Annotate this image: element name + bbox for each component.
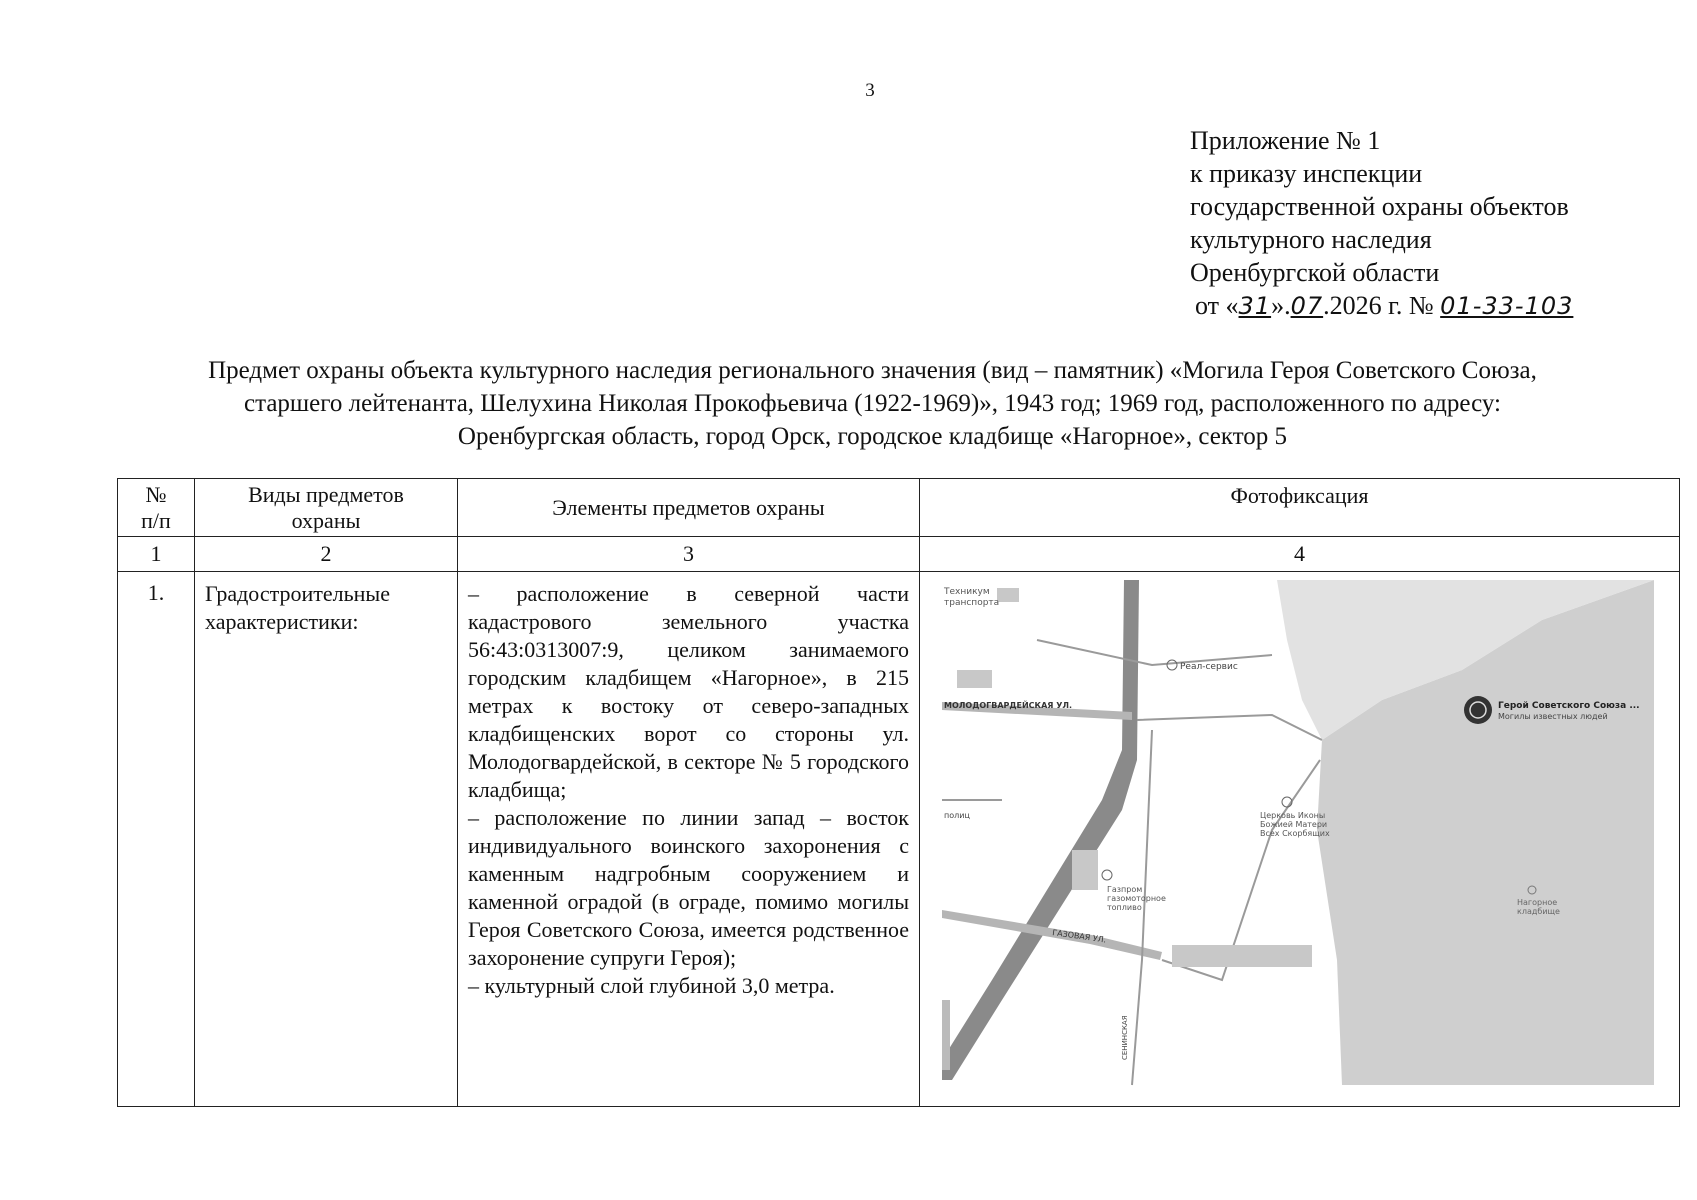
map-label: Герой Советского Союза ... xyxy=(1498,701,1640,711)
order-prefix: от « xyxy=(1195,291,1239,320)
building xyxy=(997,588,1019,602)
map-label: Техникум xyxy=(944,587,990,597)
element-paragraph: – расположение в северной части кадастрового земельного участка 56:43:0313007:9, целиком занимаемого городским кладбищем «Нагорное», в 215 метрах к востоку от северо-западных кладбищенских ворот со стороны ул. Молодогвардейской, в секторе № 5 городского кладбища; xyxy=(468,581,909,802)
header-num-line: № xyxy=(145,481,167,507)
map-label: Газпром xyxy=(1107,885,1143,894)
photo-cell xyxy=(920,572,1680,1107)
appendix-line: государственной охраны объектов xyxy=(1190,192,1569,221)
title-line: Предмет охраны объекта культурного наследия регионального значения (вид – памятник) «Могила Героя Советского Союза, xyxy=(208,357,1537,384)
order-month: 07 xyxy=(1290,292,1324,320)
street-label: ГАЗОВАЯ УЛ. xyxy=(1051,928,1107,945)
protection-table xyxy=(117,478,1680,1107)
appendix-line: Оренбургской области xyxy=(1190,258,1440,287)
order-line xyxy=(1190,289,1660,323)
column-number: 2 xyxy=(195,537,458,572)
header-photo: Фотофиксация xyxy=(920,479,1680,537)
document-title xyxy=(100,354,1645,453)
appendix-line: культурного наследия xyxy=(1190,225,1432,254)
map-label: Могилы известных людей xyxy=(1498,712,1608,721)
order-number: 01-33-103 xyxy=(1440,292,1574,320)
map-label: Божией Матери xyxy=(1260,820,1328,829)
street-label: СЕНИНСКАЯ xyxy=(1121,1015,1129,1060)
map-label: газомоторное xyxy=(1107,894,1166,903)
order-year: .2026 г. № xyxy=(1323,291,1441,320)
map-label: кладбище xyxy=(1517,907,1560,916)
order-mid: ». xyxy=(1271,291,1291,320)
header-kind-line: охраны xyxy=(291,507,361,533)
map-label: Нагорное xyxy=(1517,898,1558,907)
header-kind xyxy=(195,479,458,537)
map-label: Церковь Иконы xyxy=(1260,811,1326,820)
row-kind-line: характеристики: xyxy=(205,609,359,634)
appendix-block xyxy=(1190,124,1660,323)
street-label: МОЛОДОГВАРДЕЙСКАЯ УЛ. xyxy=(944,701,1073,710)
appendix-line: Приложение № 1 xyxy=(1190,126,1381,155)
page-number: 3 xyxy=(865,80,875,101)
map-label: транспорта xyxy=(944,598,1000,608)
row-number: 1. xyxy=(118,572,195,1107)
building xyxy=(942,1000,950,1070)
location-map xyxy=(942,580,1654,1090)
appendix-line: к приказу инспекции xyxy=(1190,159,1423,188)
header-num-line: п/п xyxy=(141,507,171,533)
row-elements xyxy=(458,572,920,1107)
header-elements: Элементы предметов охраны xyxy=(458,479,920,537)
building xyxy=(957,670,992,688)
building xyxy=(1172,945,1312,967)
title-line: Оренбургская область, город Орск, городское кладбище «Нагорное», сектор 5 xyxy=(457,423,1288,450)
row-kind-line: Градостроительные xyxy=(205,581,390,606)
map-label: Всех Скорбящих xyxy=(1260,829,1330,838)
row-kind xyxy=(195,572,458,1107)
header-num xyxy=(118,479,195,537)
building xyxy=(1072,850,1098,890)
column-number: 3 xyxy=(458,537,920,572)
map-label: Реал-сервис xyxy=(1180,662,1238,672)
column-number: 1 xyxy=(118,537,195,572)
title-line: старшего лейтенанта, Шелухина Николая Прокофьевича (1922-1969)», 1943 год; 1969 год, расположенного по адресу: xyxy=(244,390,1501,417)
element-paragraph: – культурный слой глубиной 3,0 метра. xyxy=(468,973,835,998)
element-paragraph: – расположение по линии запад – восток индивидуального воинского захоронения с каменным надгробным сооружением и каменной оградой (в ограде, помимо могилы Героя Советского Союза, имеется родственное захоронение супруги Героя); xyxy=(468,805,909,970)
header-kind-line: Виды предметов xyxy=(248,481,404,507)
column-number-row xyxy=(118,537,1680,572)
map-label: полиц xyxy=(944,811,970,820)
order-day: 31 xyxy=(1238,292,1272,320)
column-number: 4 xyxy=(920,537,1680,572)
hero-memorial-marker-icon xyxy=(1464,696,1492,724)
header-row xyxy=(118,479,1680,537)
map-label: топливо xyxy=(1107,903,1142,912)
table-row xyxy=(118,572,1680,1107)
